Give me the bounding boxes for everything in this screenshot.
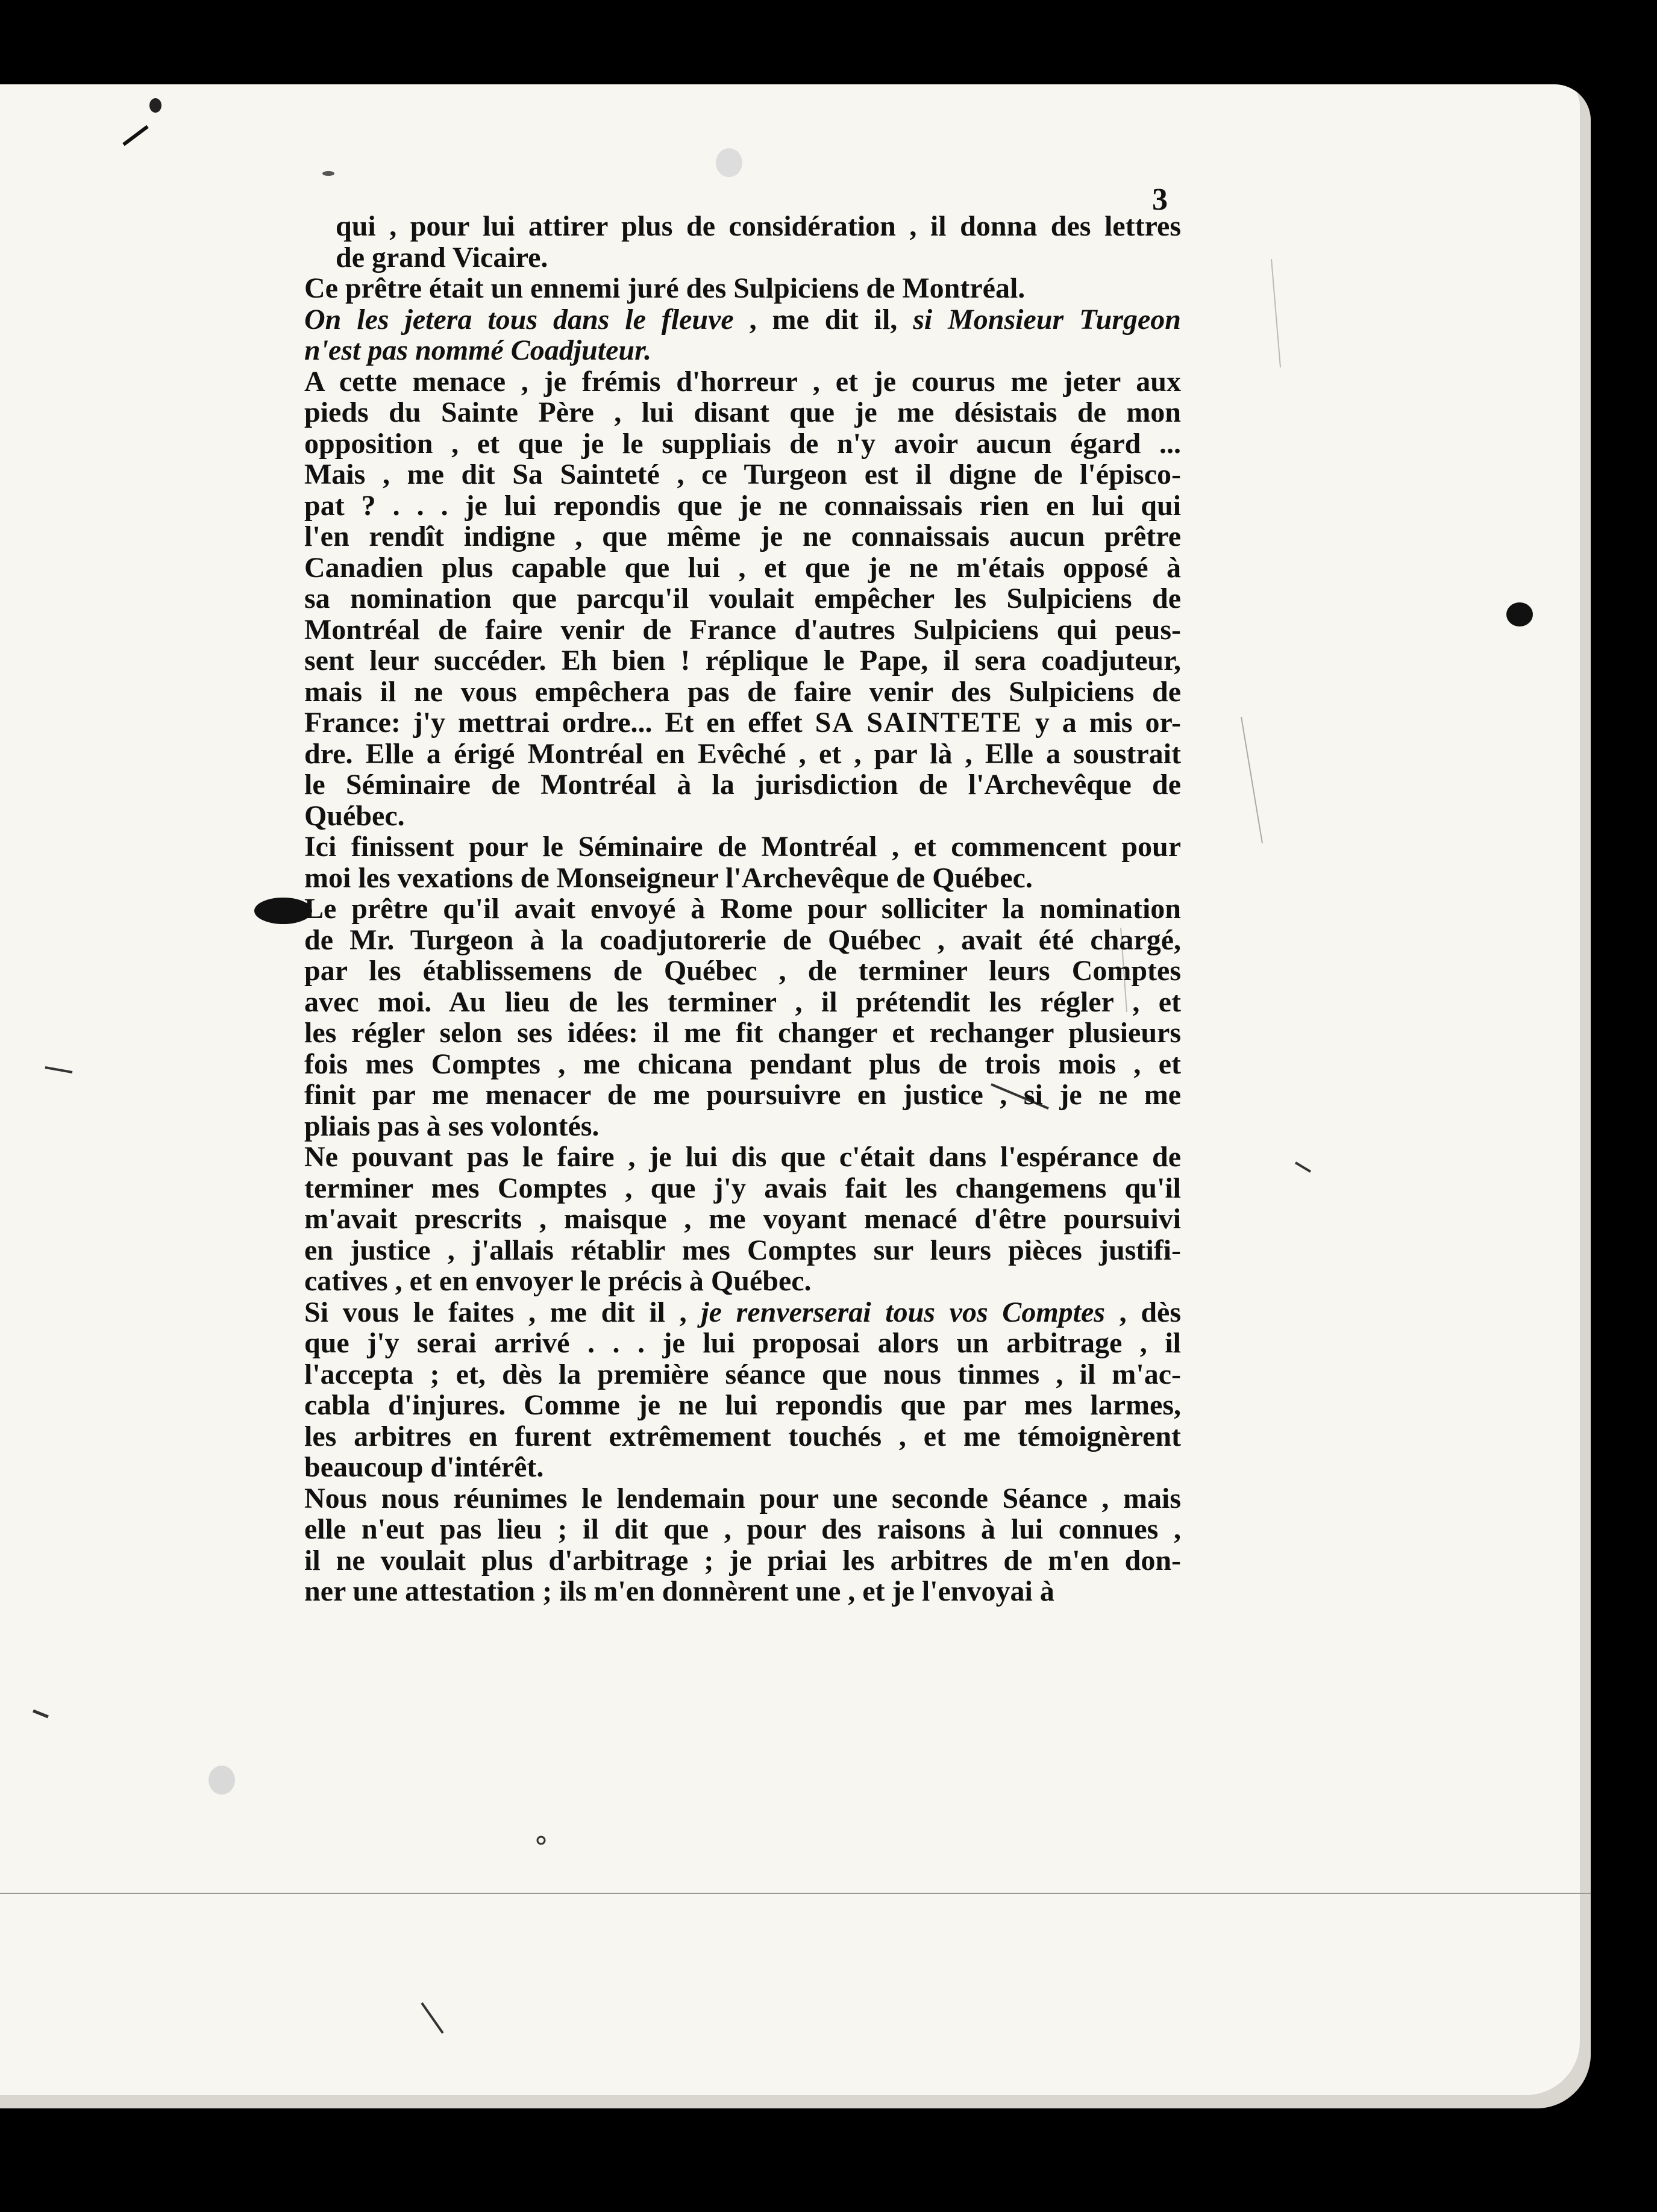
text-run: Ce prêtre était un ennemi juré des Sulpiciens de Montréal. <box>304 272 1026 304</box>
text-run: avec moi. Au lieu de les terminer , il prétendit les régler , et <box>304 986 1181 1018</box>
fold-line <box>0 1893 1591 1894</box>
text-run: le Séminaire de Montréal à la jurisdiction de l'Archevêque de <box>304 769 1181 801</box>
text-line <box>304 1296 1181 1328</box>
text-run: Nous nous réunimes le lendemain pour une seconde Séance , mais <box>304 1482 1181 1514</box>
text-line <box>304 1017 1181 1049</box>
paragraph <box>304 273 1181 304</box>
text-run: sa nomination que parcqu'il voulait empêcher les Sulpiciens de <box>304 583 1181 614</box>
text-run: , dès <box>1104 1296 1181 1328</box>
text-line <box>304 737 1181 770</box>
text-run: il ne voulait plus d'arbitrage ; je priai les arbitres de m'en don- <box>304 1544 1181 1576</box>
text-run: dre. Elle a érigé Montréal en Evêché , et , par là , Elle a soustrait <box>304 737 1181 770</box>
text-line <box>304 427 1181 460</box>
text-line <box>304 1451 1181 1483</box>
text-line <box>304 365 1181 398</box>
text-line <box>304 1234 1181 1266</box>
paragraph <box>304 893 1181 1142</box>
text-run: Ici finissent pour le Séminaire de Montréal , et commencent pour <box>304 831 1181 863</box>
text-line <box>304 396 1181 428</box>
text-run: de Mr. Turgeon à la coadjutorerie de Québec , avait été chargé, <box>304 923 1181 956</box>
text-run: y a mis or- <box>1022 707 1181 739</box>
text-run: par les établissemens de Québec , de terminer leurs Comptes <box>304 955 1181 987</box>
text-run: que j'y serai arrivé . . . je lui proposai alors un arbitrage , il <box>304 1327 1181 1359</box>
text-line <box>304 1079 1181 1111</box>
text-line <box>304 893 1181 925</box>
text-line <box>304 923 1181 956</box>
text-line <box>304 1482 1181 1514</box>
text-run: pat ? . . . je lui repondis que je ne connaissais rien en lui qui <box>304 489 1181 522</box>
text-run: ner une attestation ; ils m'en donnèrent une , et je l'envoyai à <box>304 1575 1054 1607</box>
text-line <box>304 1172 1181 1204</box>
paragraph <box>304 304 1181 366</box>
text-line <box>304 1420 1181 1452</box>
text-line <box>304 1265 1181 1297</box>
italic-text: n'est pas nommé Coadjuteur. <box>304 334 652 366</box>
text-line <box>304 489 1181 522</box>
text-run: finit par me menacer de me poursuivre en justice , si je ne me <box>304 1079 1181 1111</box>
text-run: l'accepta ; et, dès la première séance que nous tinmes , il m'ac- <box>304 1358 1181 1390</box>
text-run: SA SAINTETE <box>815 707 1023 739</box>
text-run: les régler selon ses idées: il me fit changer et rechanger plusieurs <box>304 1017 1181 1049</box>
text-line <box>304 769 1181 801</box>
text-line <box>304 1327 1181 1359</box>
text-run: Canadien plus capable que lui , et que je ne m'étais opposé à <box>304 551 1181 584</box>
text-run: en justice , j'allais rétablir mes Comptes sur leurs pièces justifi- <box>304 1234 1181 1266</box>
text-line <box>304 458 1181 490</box>
text-line <box>304 861 1181 894</box>
text-line <box>304 272 1181 304</box>
text-line <box>304 1575 1181 1607</box>
text-run: beaucoup d'intérêt. <box>304 1451 544 1483</box>
text-line <box>304 1544 1181 1576</box>
text-line <box>304 799 1181 832</box>
text-run: pieds du Sainte Père , lui disant que je me désistais de mon <box>304 396 1181 428</box>
paragraph <box>304 1142 1181 1297</box>
paragraph <box>304 366 1181 832</box>
text-line <box>304 1203 1181 1235</box>
text-run: les arbitres en furent extrêmement touchés , et me témoignèrent <box>304 1420 1181 1452</box>
text-run: moi les vexations de Monseigneur l'Archevêque de Québec. <box>304 861 1033 894</box>
text-run: pliais pas à ses volontés. <box>304 1110 600 1142</box>
text-line <box>304 1389 1181 1421</box>
text-line <box>304 1048 1181 1080</box>
text-line <box>304 1110 1181 1142</box>
text-line <box>304 645 1181 676</box>
paragraph <box>304 1297 1181 1483</box>
text-line <box>304 707 1181 739</box>
italic-text: si Monsieur Turgeon <box>913 303 1182 336</box>
text-line <box>304 334 1181 366</box>
text-run: elle n'eut pas lieu ; il dit que , pour des raisons à lui connues , <box>304 1513 1181 1545</box>
text-run: cabla d'injures. Comme je ne lui repondis que par mes larmes, <box>304 1389 1181 1421</box>
text-run: Montréal de faire venir de France d'autres Sulpiciens qui peus- <box>304 613 1181 646</box>
text-line <box>304 1513 1181 1545</box>
text-line <box>304 986 1181 1018</box>
text-run: , me dit il, <box>733 303 913 336</box>
text-line <box>304 1141 1181 1173</box>
paragraph <box>304 1483 1181 1607</box>
text-line <box>304 551 1181 584</box>
text-line <box>336 211 1181 242</box>
italic-text: je renverserai tous vos Comptes <box>701 1296 1105 1328</box>
text-run: l'en rendît indigne , que même je ne connaissais aucun prêtre <box>304 520 1181 552</box>
text-run: de grand Vicaire. <box>336 241 548 273</box>
paragraph <box>304 211 1181 273</box>
text-line <box>304 583 1181 614</box>
text-line <box>304 520 1181 552</box>
text-run: catives , et en envoyer le précis à Québec. <box>304 1265 812 1297</box>
text-line <box>304 675 1181 708</box>
text-run: sent leur succéder. Eh bien ! réplique le Pape, il sera coadjuteur, <box>304 645 1181 676</box>
paragraph <box>304 831 1181 893</box>
text-run: Québec. <box>304 799 405 832</box>
italic-text: On les jetera tous dans le fleuve <box>304 303 734 336</box>
text-run: qui , pour lui attirer plus de considération , il donna des lettres <box>336 210 1181 242</box>
page-number: 3 <box>1152 183 1168 217</box>
text-line <box>304 613 1181 646</box>
text-run: Si vous le faites , me dit il , <box>304 1296 701 1328</box>
text-line <box>304 831 1181 863</box>
text-line <box>304 955 1181 987</box>
text-run: opposition , et que je le suppliais de n'y avoir aucun égard ... <box>304 427 1181 460</box>
text-line <box>304 303 1182 336</box>
text-line <box>336 242 1181 273</box>
text-line <box>304 1358 1181 1390</box>
text-run: France: j'y mettrai ordre... Et en effet <box>304 707 815 739</box>
text-run: terminer mes Comptes , que j'y avais fait les changemens qu'il <box>304 1172 1181 1204</box>
text-run: mais il ne vous empêchera pas de faire venir des Sulpiciens de <box>304 675 1181 708</box>
text-run: Ne pouvant pas le faire , je lui dis que c'était dans l'espérance de <box>304 1141 1181 1173</box>
body-text <box>304 211 1181 1607</box>
text-run: Mais , me dit Sa Sainteté , ce Turgeon est il digne de l'épisco- <box>304 458 1181 490</box>
text-run: A cette menace , je frémis d'horreur , et je courus me jeter aux <box>304 365 1181 398</box>
text-run: Le prêtre qu'il avait envoyé à Rome pour solliciter la nomination <box>304 893 1181 925</box>
text-run: fois mes Comptes , me chicana pendant plus de trois mois , et <box>304 1048 1181 1080</box>
text-run: m'avait prescrits , maisque , me voyant menacé d'être poursuivi <box>304 1203 1181 1235</box>
